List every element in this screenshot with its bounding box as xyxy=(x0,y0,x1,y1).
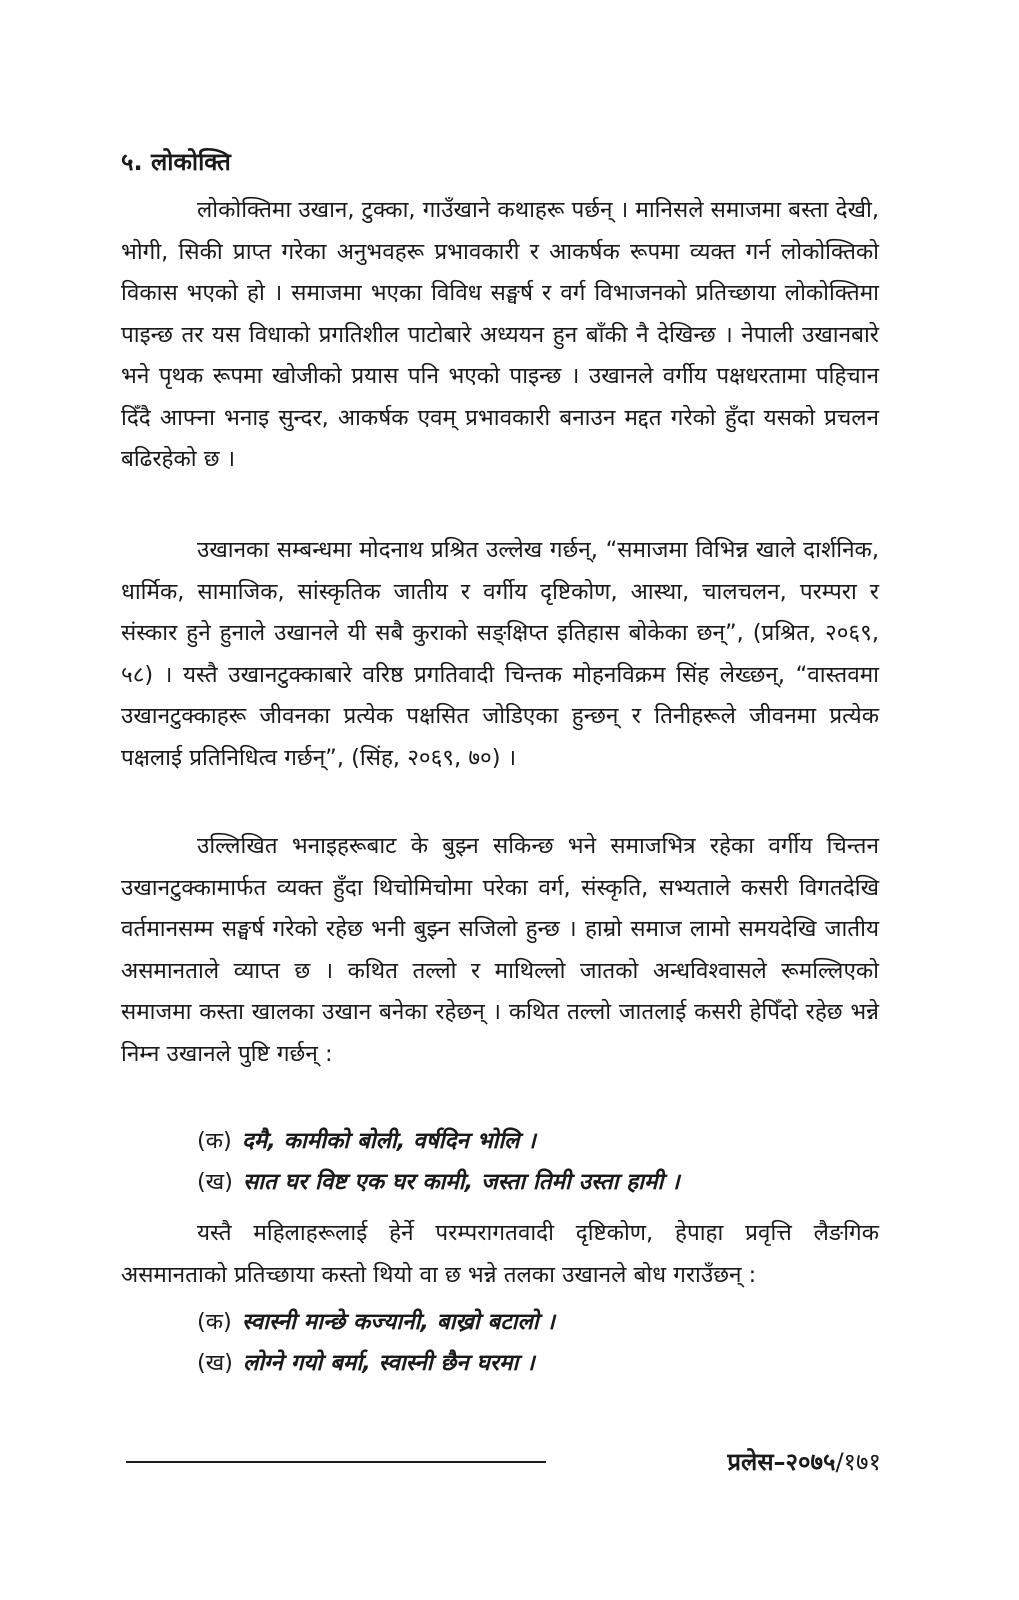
paragraph: उखानका सम्बन्धमा मोदनाथ प्रश्रित उल्लेख गर्छन्, “समाजमा विभिन्न खाले दार्शनिक, धार्मिक, सामाजिक, सांस्कृतिक जातीय र वर्गीय दृष्टिकोण, आस्था, चालचलन, परम्परा र संस्कार हुने हुनाले उखानले यी सबै कुराको सङ्क्षिप्त इतिहास बोकेका छन्”, (प्रश्रित, २०६९, ५८) । यस्तै उखानटुक्काबारे वरिष्ठ प्रगतिवादी चिन्तक मोहनविक्रम सिंह लेख्छन्, “वास्तवमा उखानटुक्काहरू जीवनका प्रत्येक पक्षसित जोडिएका हुन्छन् र तिनीहरूले जीवनमा प्रत्येक पक्षलाई प्रतिनिधित्व गर्छन्”, (सिंह, २०६९, ७०) । xyxy=(121,537,879,771)
paragraph: यस्तै महिलाहरूलाई हेर्ने परम्परागतवादी दृष्टिकोण, हेपाहा प्रवृत्ति लैङगिक असमानताको प्रतिच्छाया कस्तो थियो वा छ भन्ने तलका उखानले बोध गराउँछन् : xyxy=(121,1220,879,1288)
proverb-text: लोग्ने गयो बर्मा, स्वास्नी छैन घरमा । xyxy=(242,1350,535,1376)
page-number: /१७१ xyxy=(835,1448,881,1476)
example-marker: (ख) xyxy=(197,1169,233,1195)
example-marker: (क) xyxy=(197,1128,232,1154)
example-marker: (ख) xyxy=(197,1350,233,1376)
example-marker: (क) xyxy=(197,1309,232,1335)
paragraph: उल्लिखित भनाइहरूबाट के बुझ्न सकिन्छ भने समाजभित्र रहेका वर्गीय चिन्तन उखानटुक्कामार्फत व्यक्त हुँदा थिचोमिचोमा परेका वर्ग, संस्कृति, सभ्यताले कसरी विगतदेखि वर्तमानसम्म सङ्घर्ष गरेको रहेछ भनी बुझ्न सजिलो हुन्छ । हाम्रो समाज लामो समयदेखि जातीय असमानताले व्याप्त छ । कथित तल्लो र माथिल्लो जातको अन्धविश्वासले रूमल्लिएको समाजमा कस्ता खालका उखान बनेका रहेछन् । कथित तल्लो जातलाई कसरी हेपिँदो रहेछ भन्ने निम्न उखानले पुष्टि गर्छन् : xyxy=(121,833,879,1067)
section-heading: ५. लोकोक्ति xyxy=(121,148,231,176)
proverb-example xyxy=(197,1122,536,1160)
proverb-text: दमै, कामीको बोली, वर्षदिन भोलि । xyxy=(241,1128,536,1154)
paragraph: लोकोक्तिमा उखान, टुक्का, गाउँखाने कथाहरू पर्छन् । मानिसले समाजमा बस्ता देखी, भोगी, सिकी प्राप्त गरेका अनुभवहरू प्रभावकारी र आकर्षक रूपमा व्यक्त गर्न लोकोक्तिको विकास भएको हो । समाजमा भएका विविध सङ्घर्ष र वर्ग विभाजनको प्रतिच्छाया लोकोक्तिमा पाइन्छ तर यस विधाको प्रगतिशील पाटोबारे अध्ययन हुन बाँकी नै देखिन्छ । नेपाली उखानबारे भने पृथक रूपमा खोजीको प्रयास पनि भएको पाइन्छ । उखानले वर्गीय पक्षधरतामा पहिचान दिँदै आफ्ना भनाइ सुन्दर, आकर्षक एवम् प्रभावकारी बनाउन मद्दत गरेको हुँदा यसको प्रचलन बढिरहेको छ । xyxy=(121,197,879,472)
footer-divider xyxy=(126,1461,546,1463)
page-footer xyxy=(727,1445,881,1479)
proverb-text: स्वास्नी मान्छे कज्यानी, बाख्रो बटालो । xyxy=(241,1309,555,1335)
proverb-text: सात घर विष्ट एक घर कामी, जस्ता तिमी उस्ता हामी । xyxy=(242,1169,680,1195)
journal-name: प्रलेस–२०७५ xyxy=(727,1448,836,1476)
proverb-example xyxy=(197,1163,680,1201)
proverb-example xyxy=(197,1344,535,1382)
proverb-example xyxy=(197,1303,555,1341)
